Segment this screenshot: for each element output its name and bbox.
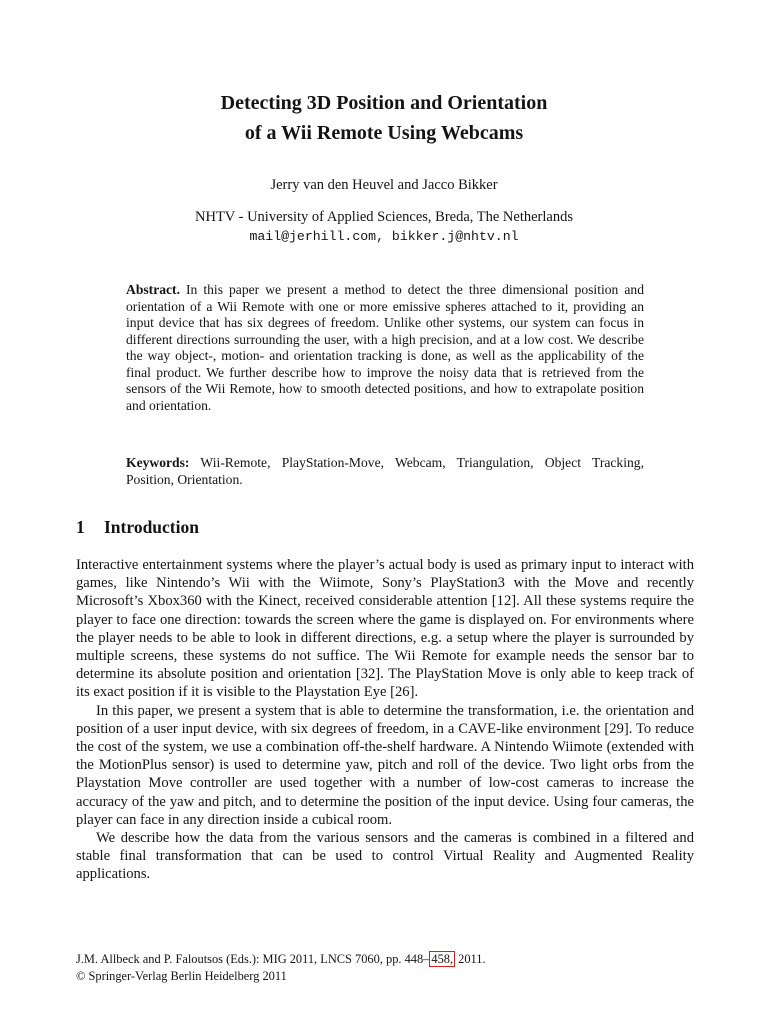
page-footer <box>76 951 486 985</box>
body-paragraph-2: In this paper, we present a system that is able to determine the transformation, i.e. the orientation and position of a user input device, with six degrees of freedom, in a CAVE-like environment [29]. To reduce the cost of the system, we use a combination off-the-shelf hardware. A Nintendo Wiimote (extended with the MotionPlus sensor) is used to determine yaw, pitch and roll of the device. Two light orbs from the Playstation Move controller are used together with a number of low-cost cameras to increase the accuracy of the yaw and pitch, and to determine the position of the input device. Using four cameras, the player can face in any direction inside a cubical room. <box>76 702 694 828</box>
keywords-label: Keywords: <box>126 455 190 470</box>
affiliation: NHTV - University of Applied Sciences, Breda, The Netherlands <box>195 209 573 225</box>
section-body <box>76 556 694 884</box>
author-emails: mail@jerhill.com, bikker.j@nhtv.nl <box>249 229 519 244</box>
citation-prefix: J.M. Allbeck and P. Faloutsos (Eds.): MIG 2011, LNCS 7060, pp. 448– <box>76 952 430 966</box>
keywords <box>126 455 644 488</box>
highlighted-page-number: 458, <box>431 952 454 966</box>
section-number: 1 <box>76 517 85 537</box>
title-line-1: Detecting 3D Position and Orientation <box>220 92 548 114</box>
paper-title <box>0 88 768 148</box>
author-list: Jerry van den Heuvel and Jacco Bikker <box>270 177 498 193</box>
citation-suffix: 2011. <box>455 952 486 966</box>
abstract <box>126 282 644 414</box>
keywords-text: Wii-Remote, PlayStation-Move, Webcam, Triangulation, Object Tracking, Position, Orientation. <box>126 455 644 487</box>
citation-line <box>76 951 486 968</box>
section-heading <box>76 515 199 539</box>
section-title: Introduction <box>104 517 199 537</box>
body-paragraph-1: Interactive entertainment systems where the player’s actual body is used as primary input to interact with games, like Nintendo’s Wii with the Wiimote, Sony’s PlayStation3 with the Move and recently Microsoft’s Xbox360 with the Kinect, received considerable attention [12]. All these systems require the player to face one direction: towards the screen where the game is displayed on. For environments where the player needs to be able to look in different directions, e.g. a setup where the player is surrounded by multiple screens, these systems do not suffice. The Wii Remote for example needs the sensor bar to determine its absolute position and orientation [32]. The PlayStation Move is only able to keep track of its exact position if it is visible to the Playstation Eye [26]. <box>76 557 694 701</box>
body-paragraph-3: We describe how the data from the various sensors and the cameras is combined in a filtered and stable final transformation that can be used to control Virtual Reality and Augmented Reality applications. <box>76 830 694 883</box>
abstract-label: Abstract. <box>126 282 180 297</box>
abstract-text: In this paper we present a method to detect the three dimensional position and orientation of a Wii Remote with one or more emissive spheres attached to it, providing an input device that has six degrees of freedom. Unlike other systems, our system can focus in different directions surrounding the user, with a high precision, and at a low cost. We describe the way object-, motion- and orientation tracking is done, as well as the applicability of the final product. We further describe how to improve the noisy data that is retrieved from the sensors of the Wii Remote, how to smooth detected positions, and how to extrapolate position and orientation. <box>126 282 644 413</box>
title-line-2: of a Wii Remote Using Webcams <box>244 122 524 144</box>
copyright-line: © Springer-Verlag Berlin Heidelberg 2011 <box>76 969 287 983</box>
